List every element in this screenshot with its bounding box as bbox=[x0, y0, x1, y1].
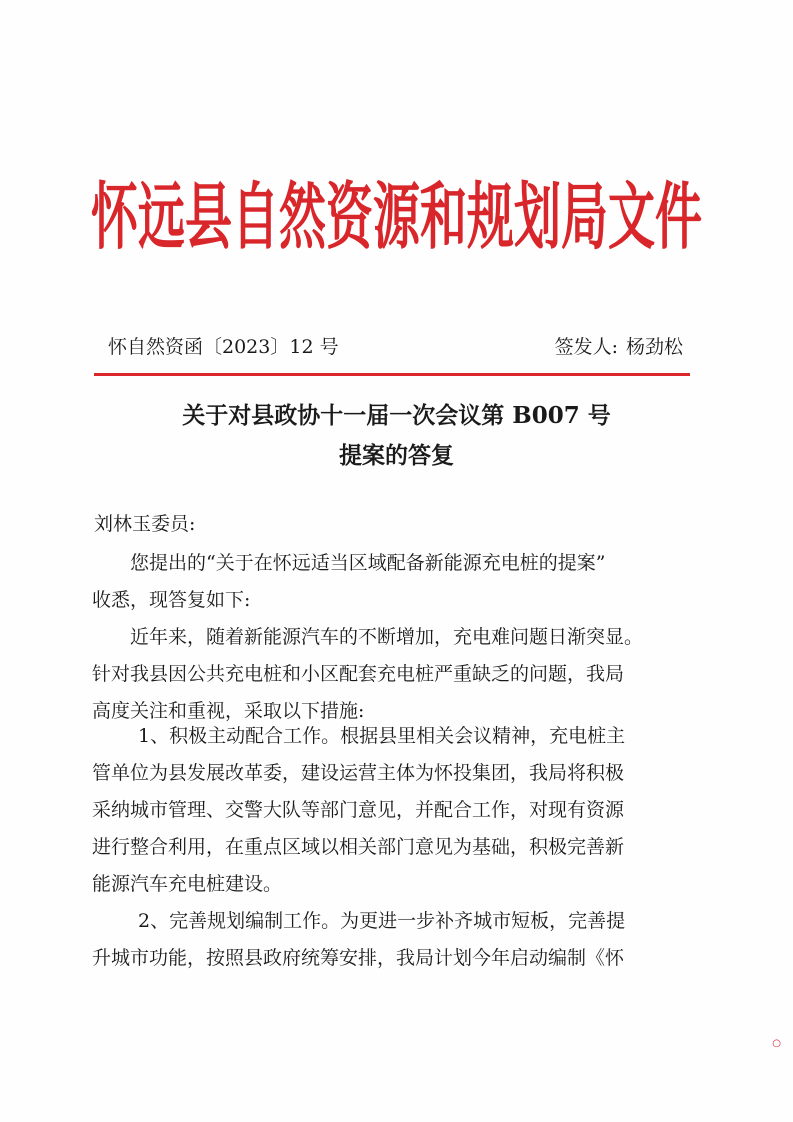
p3-line-1: 1、积极主动配合工作。根据县里相关会议精神，充电桩主 bbox=[138, 725, 626, 747]
paragraph-4 bbox=[92, 903, 704, 977]
p4-line-1: 2、完善规划编制工作。为更进一步补齐城市短板，完善提 bbox=[138, 910, 626, 932]
p2-line-1: 近年来，随着新能源汽车的不断增加，充电难问题日渐突显。 bbox=[130, 626, 644, 648]
paragraph-1 bbox=[92, 545, 704, 619]
p3-line-5: 能源汽车充电桩建设。 bbox=[92, 873, 283, 895]
p1-line-1: 您提出的“关于在怀远适当区域配备新能源充电桩的提案” bbox=[130, 552, 606, 574]
signer-name: 杨劲松 bbox=[625, 336, 683, 358]
salutation: 刘林玉委员: bbox=[94, 513, 196, 535]
p3-line-2: 管单位为县发展改革委，建设运营主体为怀投集团，我局将积极 bbox=[92, 762, 625, 784]
p2-line-3: 高度关注和重视，采取以下措施: bbox=[92, 700, 365, 722]
p3-line-3: 采纳城市管理、交警大队等部门意见，并配合工作，对现有资源 bbox=[92, 799, 625, 821]
p4-line-2: 升城市功能，按照县政府统筹安排，我局计划今年启动编制《怀 bbox=[92, 947, 625, 969]
org-header-title: 怀远县自然资源和规划局文件 bbox=[91, 175, 702, 261]
paragraph-3 bbox=[92, 718, 704, 903]
title-line-2: 提案的答复 bbox=[339, 442, 454, 469]
title-line-1: 关于对县政协十一届一次会议第 B007 号 bbox=[182, 402, 611, 429]
signer-label: 签发人: bbox=[554, 336, 618, 358]
doc-meta-row bbox=[108, 330, 683, 364]
paragraph-2 bbox=[92, 619, 704, 730]
margin-mark: ○ bbox=[772, 1038, 781, 1049]
p2-line-2: 针对我县因公共充电桩和小区配套充电桩严重缺乏的问题，我局 bbox=[92, 663, 625, 685]
signer bbox=[555, 330, 683, 364]
red-divider-rule bbox=[94, 373, 690, 376]
document-title bbox=[60, 396, 733, 476]
document-number: 怀自然资函〔2023〕12 号 bbox=[108, 336, 339, 358]
p3-line-4: 进行整合利用，在重点区域以相关部门意见为基础，积极完善新 bbox=[92, 836, 625, 858]
p1-line-2: 收悉，现答复如下: bbox=[92, 589, 251, 611]
